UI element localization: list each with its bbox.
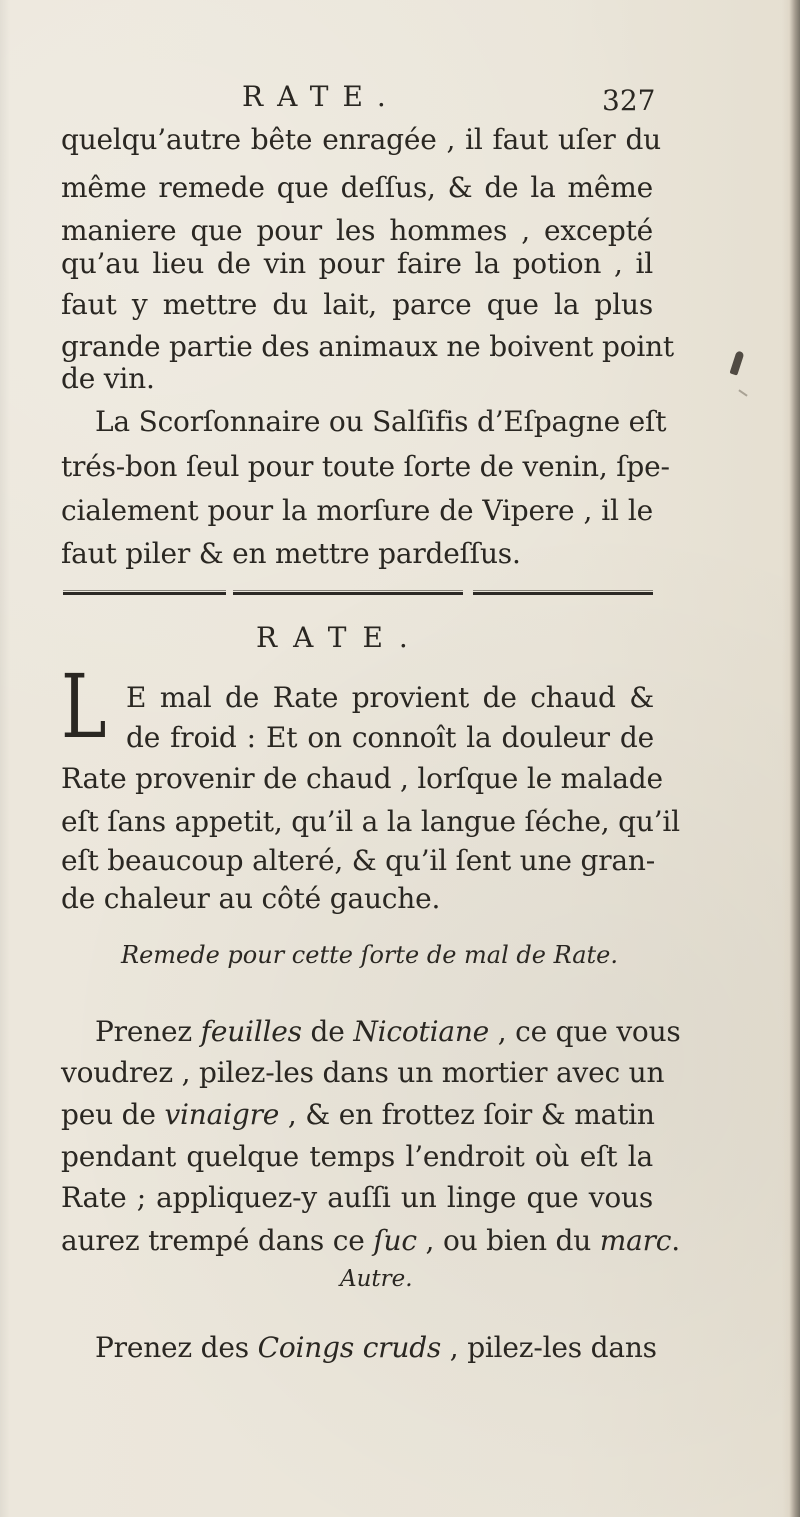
drop-cap-letter: L — [61, 655, 107, 758]
text-line-5: faut y mettre du lait, parce que la plus — [61, 288, 653, 321]
text-line-4: qu’au lieu de vin pour faire la potion , il — [61, 247, 653, 280]
page-number: 327 — [602, 84, 656, 117]
section-line-1: E mal de Rate provient de chaud & — [126, 681, 654, 714]
autre-line-1-prefix: Prenez des — [95, 1331, 258, 1364]
recipe-title: Remede pour cette ſorte de mal de Rate. — [121, 941, 619, 969]
section-line-2: de froid : Et on connoît la douleur de — [126, 721, 654, 754]
recipe-line-6-suffix: . — [671, 1224, 680, 1257]
recipe-line-1-suffix: , ce que vous — [489, 1015, 681, 1048]
section-heading: RATE. — [256, 621, 424, 654]
section-divider — [63, 589, 653, 598]
recipe-line-3-prefix: peu de — [61, 1098, 165, 1131]
page-fold-shadow — [0, 0, 10, 1517]
ink-smudge-tail — [738, 389, 747, 396]
autre-line-1-suffix: , pilez-les dans — [441, 1331, 657, 1364]
recipe-line-2: voudrez , pilez-les dans un mortier avec un — [61, 1056, 665, 1089]
running-head: RATE. — [242, 80, 400, 113]
text-line-11: faut piler & en mettre pardeſſus. — [61, 537, 521, 570]
autre-title: Autre. — [340, 1266, 413, 1292]
section-line-5: eſt beaucoup alteré, & qu’il ſent une gran- — [61, 844, 655, 877]
section-line-4: eſt ſans appetit, qu’il a la langue ſéche, qu’il — [61, 805, 680, 838]
recipe-line-3-suffix: , & en frottez ſoir & matin — [279, 1098, 655, 1131]
section-line-6: de chaleur au côté gauche. — [61, 882, 441, 915]
recipe-line-1-italic-1: feuilles — [200, 1015, 302, 1048]
recipe-line-6 — [61, 1224, 680, 1257]
autre-line-1-italic: Coings cruds — [257, 1331, 442, 1364]
recipe-line-6-italic-2: marc — [599, 1224, 672, 1257]
divider-segment-center — [233, 592, 463, 595]
section-line-3: Rate provenir de chaud , lorſque le malade — [61, 762, 663, 795]
recipe-line-4: pendant quelque temps l’endroit où eſt la — [61, 1140, 653, 1173]
recipe-line-6-italic-1: ſuc — [373, 1224, 417, 1257]
recipe-line-1-mid: de — [301, 1015, 354, 1048]
autre-line-1 — [95, 1331, 657, 1364]
recipe-line-1-prefix: Prenez — [95, 1015, 201, 1048]
recipe-line-1 — [95, 1015, 681, 1048]
text-line-6: grande partie des animaux ne boivent point — [61, 330, 674, 363]
recipe-line-1-italic-2: Nicotiane — [353, 1015, 490, 1048]
recipe-line-3-italic: vinaigre — [164, 1098, 280, 1131]
recipe-line-5: Rate ; appliquez-y auſſi un linge que vous — [61, 1181, 653, 1214]
text-line-8: La Scorſonnaire ou Salſifis d’Eſpagne eſt — [95, 405, 667, 438]
text-line-2: même remede que deſſus, & de la même — [61, 171, 653, 204]
text-line-9: trés-bon ſeul pour toute ſorte de venin, ſpe- — [61, 450, 670, 483]
ink-smudge-mark — [729, 350, 744, 375]
text-line-1: quelqu’autre bête enragée , il faut uſer du — [61, 123, 661, 156]
recipe-line-3 — [61, 1098, 655, 1131]
text-line-3: maniere que pour les hommes , excepté — [61, 214, 653, 247]
page-edge — [782, 0, 800, 1517]
text-line-10: cialement pour la morſure de Vipere , il le — [61, 494, 653, 527]
divider-segment-left — [63, 592, 226, 595]
divider-segment-right — [473, 592, 653, 595]
recipe-line-6-prefix: aurez trempé dans ce — [61, 1224, 374, 1257]
text-line-7: de vin. — [61, 362, 155, 395]
recipe-line-6-mid: , ou bien du — [416, 1224, 600, 1257]
